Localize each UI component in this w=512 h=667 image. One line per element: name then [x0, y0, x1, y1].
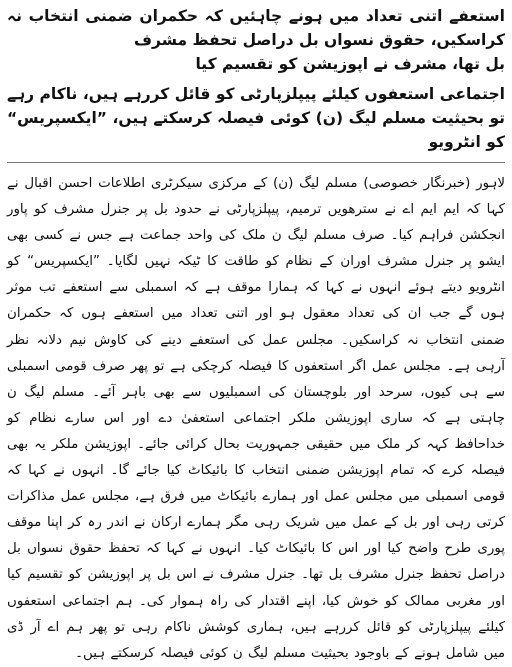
subheadline: اجتماعی استعفوں کیلئے پیپلزپارٹی کو قائل کررہے ہیں، ناکام رہے تو بحیثیت مسلم لیگ (ن) کوئی فیصلہ کرسکتے ہیں، ”ایکسپریس“ کو انٹرویو: [7, 85, 505, 151]
divider: [7, 162, 505, 163]
headline: [7, 4, 505, 76]
headline-line-2: بل تھا، مشرف نے اپوزیشن کو تقسیم کیا: [195, 55, 505, 73]
headline-line-1: استعفے اتنی تعداد میں ہونے چاہئیں کہ حکمران ضمنی انتخاب نہ کراسکیں، حقوق نسواں بل دراصل تحفظ مشرف: [7, 7, 505, 49]
article-body: لاہور (خبرنگار خصوصی) مسلم لیگ (ن) کے مرکزی سیکرٹری اطلاعات احسن اقبال نے کہا کہ ایم ایم اے نے سترھویں ترمیم، پیپلزپارٹی نے حدود بل پر جنرل مشرف کو پاور انجکشن فراہم کیا۔ صرف مسلم لیگ ن ملک کی واحد جماعت ہے جس نے کسی بھی ایشو پر جنرل مشرف اوران کے نظام کو طاقت کا ٹیکہ نہیں لگایا۔ ”ایکسپریس“ کو انٹرویو دیتے ہوئے انہوں نے کہا کہ ہمارا موقف ہے کہ اسمبلی سے استعفے تب موثر ہوں گے جب ان کی تعداد معقول ہو اور اتنی تعداد میں استعفے ہوں کہ حکمران ضمنی انتخاب نہ کراسکیں۔ مجلس عمل کی استعفے دینے کی کاوش نیم دلانہ نظر آرہی ہے۔ مجلس عمل اگر استعفوں کا فیصلہ کرچکی ہے تو پھر صرف قومی اسمبلی سے ہی کیوں، سرحد اور بلوچستان کی اسمبلیوں سے بھی باہر آئے۔ مسلم لیگ ن چاہتی ہے کہ ساری اپوزیشن ملکر اجتماعی استعفیٰ دے اور اس سارے نظام کو خداحافظ کہہ کر ملک میں حقیقی جمہوریت بحال کرائی جائے۔ اپوزیشن ملکر یہ بھی فیصلہ کرے کہ تمام اپوزیشن ضمنی انتخاب کا بائیکاٹ کیا جائے گا۔ انہوں نے کہا کہ قومی اسمبلی میں مجلس عمل اور ہمارے بائیکاٹ میں فرق ہے، مجلس عمل مذاکرات کرتی رہی اور بل کے عمل میں شریک رہی مگر ہمارے ارکان نے اندر رہ کر اپنا موقف پوری طرح واضح کیا اور اس کا بائیکاٹ کیا۔ انہوں نے کہا کہ تحفظ حقوق نسواں بل دراصل تحفظ جنرل مشرف بل تھا۔ جنرل مشرف نے اس بل پر اپوزیشن کو تقسیم کیا اور مغربی ممالک کو خوش کیا، اپنے اقتدار کی راہ ہموار کی۔ ہم اجتماعی استعفوں کیلئے پیپلزپارٹی کو قائل کررہے ہیں، ہماری کوشش ناکام رہی تو پھر ہم اے آر ڈی میں شامل ہونے کے باوجود بحیثیت مسلم لیگ ن کوئی فیصلہ کرسکتے ہیں۔: [7, 176, 505, 661]
